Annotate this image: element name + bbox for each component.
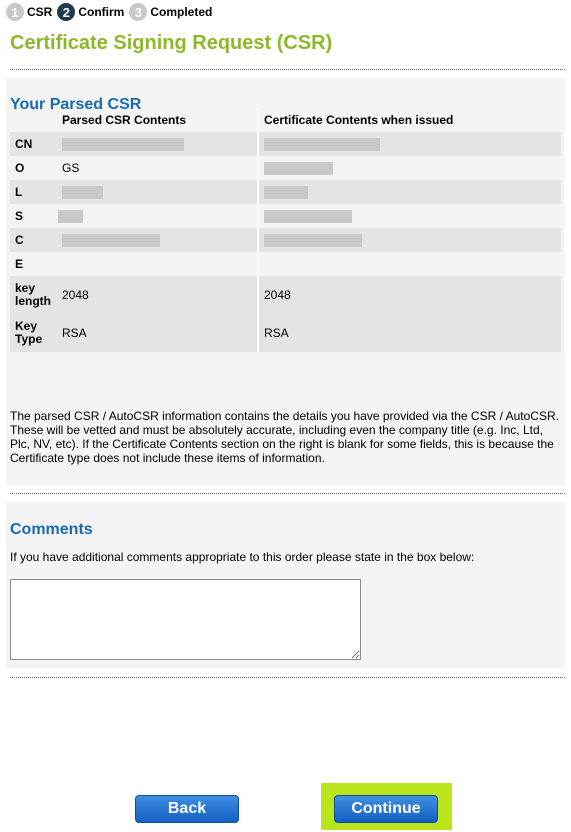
step-number-2: 2 bbox=[57, 3, 75, 21]
c-issued bbox=[259, 228, 561, 252]
header-issued: Certificate Contents when issued bbox=[264, 113, 454, 127]
header-parsed: Parsed CSR Contents bbox=[57, 108, 259, 132]
c-parsed bbox=[57, 228, 259, 252]
step-completed bbox=[129, 3, 212, 21]
redacted-value bbox=[62, 186, 103, 199]
row-label-l: L bbox=[10, 180, 57, 204]
table-row bbox=[10, 228, 561, 252]
redacted-value bbox=[58, 210, 83, 223]
cn-issued bbox=[259, 132, 561, 156]
redacted-value bbox=[264, 210, 352, 223]
label-line: key bbox=[15, 281, 36, 295]
row-label-key-type bbox=[10, 314, 57, 352]
step-label-completed: Completed bbox=[150, 5, 213, 19]
row-label-s: S bbox=[10, 204, 57, 228]
key-type-parsed: RSA bbox=[57, 314, 259, 352]
row-label-o: O bbox=[10, 156, 57, 180]
label-line: Key bbox=[15, 319, 38, 333]
s-parsed bbox=[57, 204, 259, 228]
step-label-confirm: Confirm bbox=[78, 5, 125, 19]
comments-section bbox=[6, 502, 565, 668]
step-number-3: 3 bbox=[129, 3, 147, 21]
comments-textarea[interactable] bbox=[10, 579, 361, 660]
redacted-value bbox=[62, 138, 184, 151]
cn-parsed bbox=[57, 132, 259, 156]
row-label-e: E bbox=[10, 252, 57, 276]
table-row bbox=[10, 252, 561, 276]
csr-note: The parsed CSR / AutoCSR information contains the details you have provided via the CSR / AutoCSR. These will be vetted and must be absolutely accurate, including even the company title (e.g. Inc, Ltd, Plc, NV, etc). If the Certificate Contents section on the right is blank for some fields, this is because the Certificate type does not include these items of information. bbox=[10, 409, 559, 465]
e-parsed bbox=[57, 252, 259, 276]
table-row bbox=[10, 132, 561, 156]
continue-button[interactable]: Continue bbox=[334, 795, 438, 823]
l-parsed bbox=[57, 180, 259, 204]
redacted-value bbox=[264, 234, 362, 247]
header-blank bbox=[10, 108, 57, 132]
l-issued bbox=[259, 180, 561, 204]
table-header-row bbox=[10, 108, 561, 132]
redacted-value bbox=[264, 186, 308, 199]
table-row bbox=[10, 276, 561, 314]
table-row bbox=[10, 314, 561, 352]
page-title: Certificate Signing Request (CSR) bbox=[10, 32, 333, 54]
key-length-parsed: 2048 bbox=[57, 276, 259, 314]
redacted-value bbox=[264, 162, 333, 175]
back-button[interactable]: Back bbox=[135, 795, 239, 823]
table-row bbox=[10, 156, 561, 180]
redacted-value bbox=[62, 234, 160, 247]
key-length-issued: 2048 bbox=[259, 276, 561, 314]
parsed-csr-table bbox=[10, 108, 561, 352]
progress-steps bbox=[6, 3, 217, 21]
parsed-csr-title: Your Parsed CSR bbox=[10, 96, 142, 113]
key-type-issued: RSA bbox=[259, 314, 561, 352]
redacted-value bbox=[264, 138, 380, 151]
parsed-csr-section bbox=[6, 78, 565, 486]
o-issued bbox=[259, 156, 561, 180]
comments-title: Comments bbox=[10, 521, 93, 538]
o-parsed: GS bbox=[57, 156, 259, 180]
table-row bbox=[10, 204, 561, 228]
row-label-key-length bbox=[10, 276, 57, 314]
row-label-cn: CN bbox=[10, 132, 57, 156]
s-issued bbox=[259, 204, 561, 228]
row-label-c: C bbox=[10, 228, 57, 252]
comments-prompt: If you have additional comments appropriate to this order please state in the box below: bbox=[10, 550, 475, 564]
e-issued bbox=[259, 252, 561, 276]
label-line: Type bbox=[15, 332, 43, 346]
step-confirm bbox=[57, 3, 124, 21]
divider bbox=[10, 69, 565, 70]
step-number-1: 1 bbox=[6, 3, 24, 21]
divider bbox=[10, 677, 565, 678]
label-line: length bbox=[15, 294, 51, 308]
table-row bbox=[10, 180, 561, 204]
step-label-csr: CSR bbox=[27, 5, 53, 19]
divider bbox=[10, 493, 565, 494]
step-csr bbox=[6, 3, 52, 21]
